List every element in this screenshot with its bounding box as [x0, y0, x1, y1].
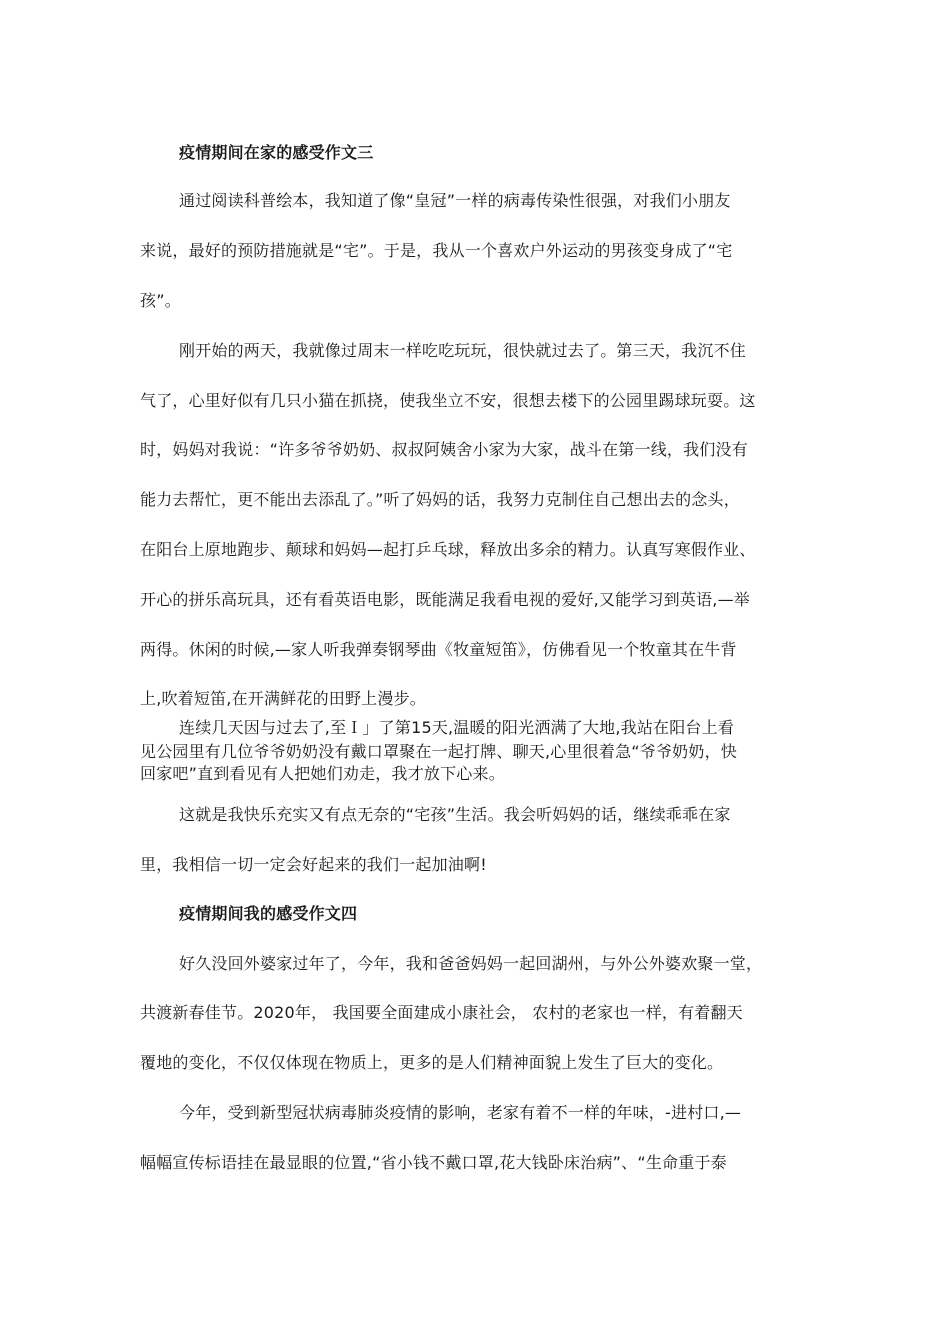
paragraph-line: 刚开始的两天，我就像过周末一样吃吃玩玩，很快就过去了。第三天，我沉不住 — [179, 341, 747, 360]
paragraph-line: 在阳台上原地跑步、颠球和妈妈—起打乒乓球，释放出多余的精力。认真写寒假作业、 — [140, 540, 756, 559]
paragraph-line: 连续几天因与过去了,至Ｉ」了第15天,温暖的阳光洒满了大地,我站在阳台上看 — [179, 718, 735, 737]
paragraph-line: 回家吧”直到看见有人把她们劝走，我才放下心来。 — [140, 764, 505, 783]
paragraph-line: 上,吹着短笛,在开满鲜花的田野上漫步。 — [140, 689, 426, 708]
essay4-title: 疫情期间我的感受作文四 — [179, 904, 358, 923]
paragraph-line: 能力去帮忙，更不能出去添乱了。”听了妈妈的话，我努力克制住自己想出去的念头， — [140, 490, 740, 509]
paragraph-line: 两得。休闲的时候,—家人听我弹奏钢琴曲《牧童短笛》，仿佛看见一个牧童其在牛背 — [140, 640, 737, 659]
paragraph-line: 这就是我快乐充实又有点无奈的“宅孩”生活。我会听妈妈的话，继续乖乖在家 — [179, 805, 731, 824]
paragraph-line: 孩”。 — [140, 291, 181, 310]
paragraph-line: 里，我相信一切一定会好起来的我们一起加油啊! — [140, 855, 487, 874]
paragraph-line: 幅幅宣传标语挂在最显眼的位置,“省小钱不戴口罩,花大钱卧床治病”、“生命重于泰 — [140, 1153, 727, 1172]
paragraph-line: 来说，最好的预防措施就是“宅”。于是，我从一个喜欢户外运动的男孩变身成了“宅 — [140, 241, 733, 260]
paragraph-line: 时，妈妈对我说：“许多爷爷奶奶、叔叔阿姨舍小家为大家，战斗在第一线，我们没有 — [140, 440, 748, 459]
essay3-title: 疫情期间在家的感受作文三 — [179, 143, 374, 162]
paragraph-line: 好久没回外婆家过年了，今年，我和爸爸妈妈一起回湖州，与外公外婆欢聚一堂， — [179, 954, 763, 973]
paragraph-line: 覆地的变化，不仅仅体现在物质上，更多的是人们精神面貌上发生了巨大的变化。 — [140, 1053, 724, 1072]
paragraph-line: 气了，心里好似有几只小猫在抓挠，使我坐立不安，很想去楼下的公园里踢球玩耍。这 — [140, 391, 756, 410]
paragraph-line: 共渡新春佳节。2020年， 我国要全面建成小康社会， 农村的老家也一样，有着翻天 — [140, 1003, 743, 1022]
paragraph-line: 今年，受到新型冠状病毒肺炎疫情的影响，老家有着不一样的年味，-进村口,— — [179, 1103, 742, 1122]
paragraph-line: 通过阅读科普绘本，我知道了像“皇冠”一样的病毒传染性很强，对我们小朋友 — [179, 191, 731, 210]
paragraph-line: 开心的拼乐高玩具，还有看英语电影，既能满足我看电视的爱好,又能学习到英语,—举 — [140, 590, 750, 609]
paragraph-line: 见公园里有几位爷爷奶奶没有戴口罩聚在一起打牌、聊天,心里很着急“爷爷奶奶，快 — [140, 742, 737, 761]
